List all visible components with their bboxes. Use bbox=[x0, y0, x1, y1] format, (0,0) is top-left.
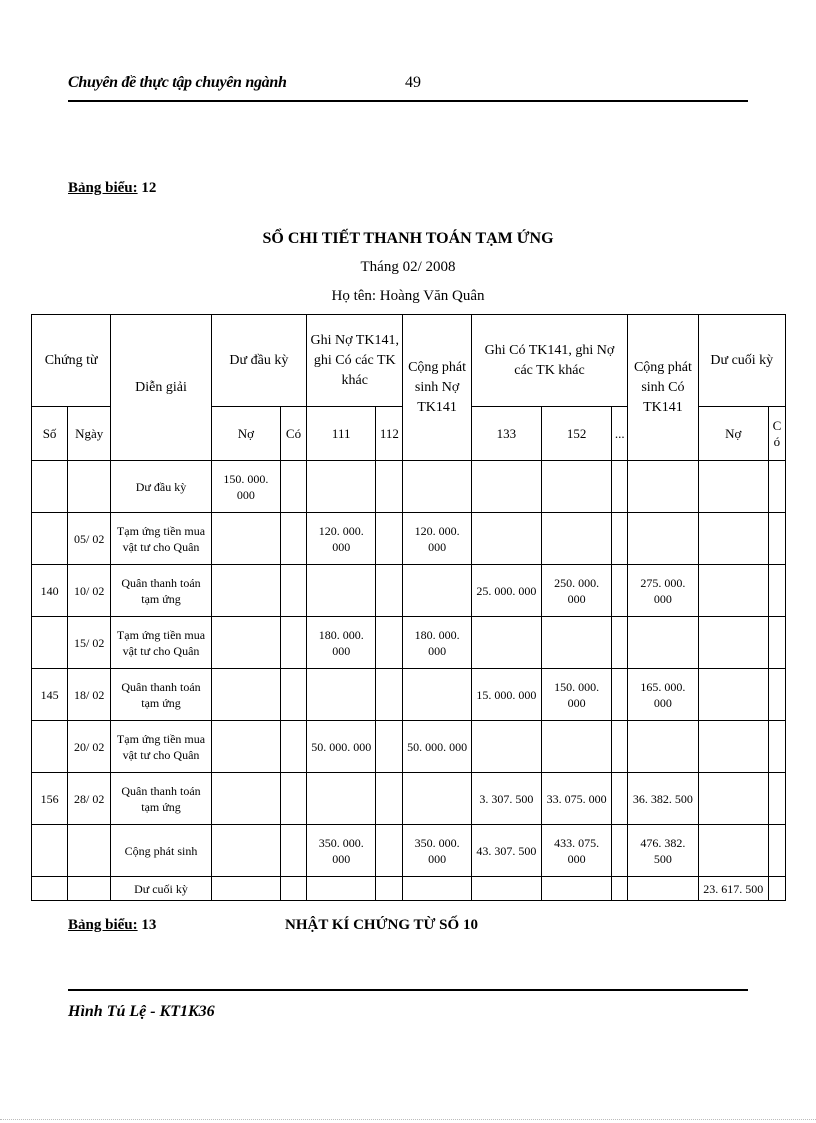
cell-ps-no bbox=[403, 877, 471, 901]
cell-133 bbox=[471, 877, 541, 901]
cell-no-cuoi bbox=[698, 461, 768, 513]
cell-ngay: 28/ 02 bbox=[68, 773, 111, 825]
cell-111 bbox=[307, 877, 376, 901]
cell-ps-co bbox=[628, 877, 698, 901]
cell-no-dau: 150. 000. 000 bbox=[211, 461, 280, 513]
table-label-number: 12 bbox=[141, 180, 157, 196]
cell-ngay: 05/ 02 bbox=[68, 513, 111, 565]
col-cong-ps-co-label: Cộng phát sinh Có bbox=[633, 359, 692, 395]
cell-112 bbox=[376, 877, 403, 901]
cell-other bbox=[612, 825, 628, 877]
cell-111 bbox=[307, 669, 376, 721]
col-so: Số bbox=[32, 407, 68, 461]
cell-co-cuoi bbox=[768, 513, 785, 565]
footer-rule bbox=[68, 989, 748, 991]
col-152: 152 bbox=[541, 407, 611, 461]
footer-author: Hình Tú Lệ - KT1K36 bbox=[68, 1003, 215, 1020]
cell-no-dau bbox=[211, 669, 280, 721]
table-row bbox=[32, 617, 786, 669]
col-no-dau: Nợ bbox=[211, 407, 280, 461]
cell-ps-no: 120. 000. 000 bbox=[403, 513, 471, 565]
cell-112 bbox=[376, 669, 403, 721]
cell-co-cuoi bbox=[768, 825, 785, 877]
table-row bbox=[32, 513, 786, 565]
cell-co-dau bbox=[280, 721, 306, 773]
cell-133: 43. 307. 500 bbox=[471, 825, 541, 877]
cell-other bbox=[612, 669, 628, 721]
table-row bbox=[32, 773, 786, 825]
cell-co-dau bbox=[280, 825, 306, 877]
col-du-cuoi-ky: Dư cuối kỳ bbox=[698, 315, 785, 407]
cell-111: 180. 000. 000 bbox=[307, 617, 376, 669]
col-co-dau: Có bbox=[280, 407, 306, 461]
col-no-cuoi: Nợ bbox=[698, 407, 768, 461]
table-row bbox=[32, 721, 786, 773]
cell-152: 250. 000. 000 bbox=[541, 565, 611, 617]
cell-dien-giai: Quân thanh toán tạm ứng bbox=[111, 565, 211, 617]
cell-other bbox=[612, 773, 628, 825]
cell-ps-no: 180. 000. 000 bbox=[403, 617, 471, 669]
cell-112 bbox=[376, 565, 403, 617]
cell-ps-co bbox=[628, 513, 698, 565]
cell-133 bbox=[471, 721, 541, 773]
cell-111: 120. 000. 000 bbox=[307, 513, 376, 565]
col-co-cuoi: C ó bbox=[768, 407, 785, 461]
cell-112 bbox=[376, 825, 403, 877]
header-row-1 bbox=[32, 315, 786, 407]
table-row bbox=[32, 669, 786, 721]
cell-so bbox=[32, 877, 68, 901]
cell-so bbox=[32, 461, 68, 513]
cell-co-dau bbox=[280, 669, 306, 721]
cell-ngay: 20/ 02 bbox=[68, 721, 111, 773]
cell-ngay: 10/ 02 bbox=[68, 565, 111, 617]
cell-ngay: 15/ 02 bbox=[68, 617, 111, 669]
cell-112 bbox=[376, 721, 403, 773]
cell-ps-co bbox=[628, 617, 698, 669]
cell-no-cuoi bbox=[698, 513, 768, 565]
advance-payment-ledger-table bbox=[31, 314, 786, 901]
cell-no-dau bbox=[211, 825, 280, 877]
col-ngay: Ngày bbox=[68, 407, 111, 461]
col-du-dau-ky: Dư đầu kỳ bbox=[211, 315, 306, 407]
table-row-total bbox=[32, 825, 786, 877]
cell-112 bbox=[376, 513, 403, 565]
cell-co-dau bbox=[280, 513, 306, 565]
cell-dien-giai: Quân thanh toán tạm ứng bbox=[111, 773, 211, 825]
cell-133: 25. 000. 000 bbox=[471, 565, 541, 617]
document-person-name: Họ tên: Hoàng Văn Quân bbox=[331, 288, 485, 304]
col-other: ... bbox=[612, 407, 628, 461]
cell-111 bbox=[307, 461, 376, 513]
table-row bbox=[32, 565, 786, 617]
cell-152 bbox=[541, 461, 611, 513]
cell-co-cuoi bbox=[768, 617, 785, 669]
col-cong-ps-co-account: TK141 bbox=[643, 399, 683, 415]
cell-dien-giai: Tạm ứng tiền mua vật tư cho Quân bbox=[111, 513, 211, 565]
cell-dien-giai: Cộng phát sinh bbox=[111, 825, 211, 877]
cell-152 bbox=[541, 721, 611, 773]
table-row-closing bbox=[32, 877, 786, 901]
cell-so: 156 bbox=[32, 773, 68, 825]
cell-no-cuoi bbox=[698, 721, 768, 773]
cell-ps-no bbox=[403, 461, 471, 513]
cell-ngay bbox=[68, 877, 111, 901]
col-cong-ps-no-account: TK141 bbox=[417, 399, 457, 415]
cell-co-cuoi bbox=[768, 565, 785, 617]
cell-co-cuoi bbox=[768, 669, 785, 721]
col-112: 112 bbox=[376, 407, 403, 461]
cell-so bbox=[32, 721, 68, 773]
cell-152: 150. 000. 000 bbox=[541, 669, 611, 721]
cell-ps-co bbox=[628, 721, 698, 773]
cell-ps-no: 350. 000. 000 bbox=[403, 825, 471, 877]
cell-111 bbox=[307, 773, 376, 825]
page-edge-divider bbox=[0, 1119, 816, 1120]
cell-152 bbox=[541, 617, 611, 669]
table-label-12 bbox=[68, 180, 156, 197]
col-chung-tu: Chứng từ bbox=[32, 315, 111, 407]
cell-133: 3. 307. 500 bbox=[471, 773, 541, 825]
cell-co-cuoi bbox=[768, 877, 785, 901]
cell-ps-co: 36. 382. 500 bbox=[628, 773, 698, 825]
cell-no-cuoi bbox=[698, 565, 768, 617]
cell-152: 433. 075. 000 bbox=[541, 825, 611, 877]
cell-no-cuoi: 23. 617. 500 bbox=[698, 877, 768, 901]
header-rule bbox=[68, 100, 748, 102]
cell-152 bbox=[541, 877, 611, 901]
col-133: 133 bbox=[471, 407, 541, 461]
cell-so bbox=[32, 513, 68, 565]
cell-ps-co bbox=[628, 461, 698, 513]
cell-other bbox=[612, 721, 628, 773]
cell-co-cuoi bbox=[768, 773, 785, 825]
cell-152: 33. 075. 000 bbox=[541, 773, 611, 825]
table-label-number: 13 bbox=[141, 917, 157, 933]
cell-no-dau bbox=[211, 513, 280, 565]
cell-co-dau bbox=[280, 565, 306, 617]
document-title: SỔ CHI TIẾT THANH TOÁN TẠM ỨNG bbox=[262, 230, 554, 247]
cell-other bbox=[612, 617, 628, 669]
cell-dien-giai: Tạm ứng tiền mua vật tư cho Quân bbox=[111, 617, 211, 669]
cell-ps-no bbox=[403, 565, 471, 617]
cell-no-dau bbox=[211, 773, 280, 825]
cell-dien-giai: Tạm ứng tiền mua vật tư cho Quân bbox=[111, 721, 211, 773]
col-cong-ps-no bbox=[403, 315, 471, 461]
cell-ngay: 18/ 02 bbox=[68, 669, 111, 721]
cell-no-dau bbox=[211, 617, 280, 669]
cell-112 bbox=[376, 617, 403, 669]
cell-co-dau bbox=[280, 877, 306, 901]
cell-dien-giai: Dư đầu kỳ bbox=[111, 461, 211, 513]
cell-no-dau bbox=[211, 565, 280, 617]
cell-111 bbox=[307, 565, 376, 617]
cell-133: 15. 000. 000 bbox=[471, 669, 541, 721]
cell-112 bbox=[376, 461, 403, 513]
header-title: Chuyên đề thực tập chuyên ngành bbox=[68, 74, 287, 91]
cell-other bbox=[612, 461, 628, 513]
col-cong-ps-co bbox=[628, 315, 698, 461]
cell-dien-giai: Dư cuối kỳ bbox=[111, 877, 211, 901]
cell-133 bbox=[471, 513, 541, 565]
table-label-prefix: Bảng biểu: bbox=[68, 917, 138, 933]
cell-152 bbox=[541, 513, 611, 565]
cell-133 bbox=[471, 617, 541, 669]
col-dien-giai: Diễn giải bbox=[111, 315, 211, 461]
cell-ngay bbox=[68, 461, 111, 513]
cell-so bbox=[32, 825, 68, 877]
cell-co-cuoi bbox=[768, 721, 785, 773]
cell-no-cuoi bbox=[698, 617, 768, 669]
table-label-13 bbox=[68, 917, 156, 934]
col-111: 111 bbox=[307, 407, 376, 461]
cell-dien-giai: Quân thanh toán tạm ứng bbox=[111, 669, 211, 721]
cell-no-cuoi bbox=[698, 825, 768, 877]
cell-co-dau bbox=[280, 461, 306, 513]
table-label-prefix: Bảng biểu: bbox=[68, 180, 138, 196]
cell-other bbox=[612, 513, 628, 565]
cell-133 bbox=[471, 461, 541, 513]
cell-so: 140 bbox=[32, 565, 68, 617]
page-number: 49 bbox=[405, 74, 421, 91]
cell-co-dau bbox=[280, 773, 306, 825]
cell-no-cuoi bbox=[698, 773, 768, 825]
cell-111: 50. 000. 000 bbox=[307, 721, 376, 773]
cell-other bbox=[612, 877, 628, 901]
cell-co-cuoi bbox=[768, 461, 785, 513]
table-row bbox=[32, 461, 786, 513]
cell-no-dau bbox=[211, 877, 280, 901]
cell-ps-co: 275. 000. 000 bbox=[628, 565, 698, 617]
cell-so bbox=[32, 617, 68, 669]
cell-co-dau bbox=[280, 617, 306, 669]
cell-ps-no bbox=[403, 669, 471, 721]
cell-111: 350. 000. 000 bbox=[307, 825, 376, 877]
col-ghi-no: Ghi Nợ TK141, ghi Có các TK khác bbox=[307, 315, 403, 407]
cell-other bbox=[612, 565, 628, 617]
cell-ngay bbox=[68, 825, 111, 877]
journal-title: NHẬT KÍ CHỨNG TỪ SỐ 10 bbox=[285, 917, 478, 933]
document-month: Tháng 02/ 2008 bbox=[360, 259, 456, 275]
cell-ps-co: 476. 382. 500 bbox=[628, 825, 698, 877]
cell-no-cuoi bbox=[698, 669, 768, 721]
cell-ps-no bbox=[403, 773, 471, 825]
cell-ps-no: 50. 000. 000 bbox=[403, 721, 471, 773]
cell-so: 145 bbox=[32, 669, 68, 721]
cell-no-dau bbox=[211, 721, 280, 773]
col-ghi-co: Ghi Có TK141, ghi Nợ các TK khác bbox=[471, 315, 628, 407]
cell-112 bbox=[376, 773, 403, 825]
cell-ps-co: 165. 000. 000 bbox=[628, 669, 698, 721]
col-cong-ps-no-label: Cộng phát sinh Nợ bbox=[408, 359, 467, 395]
